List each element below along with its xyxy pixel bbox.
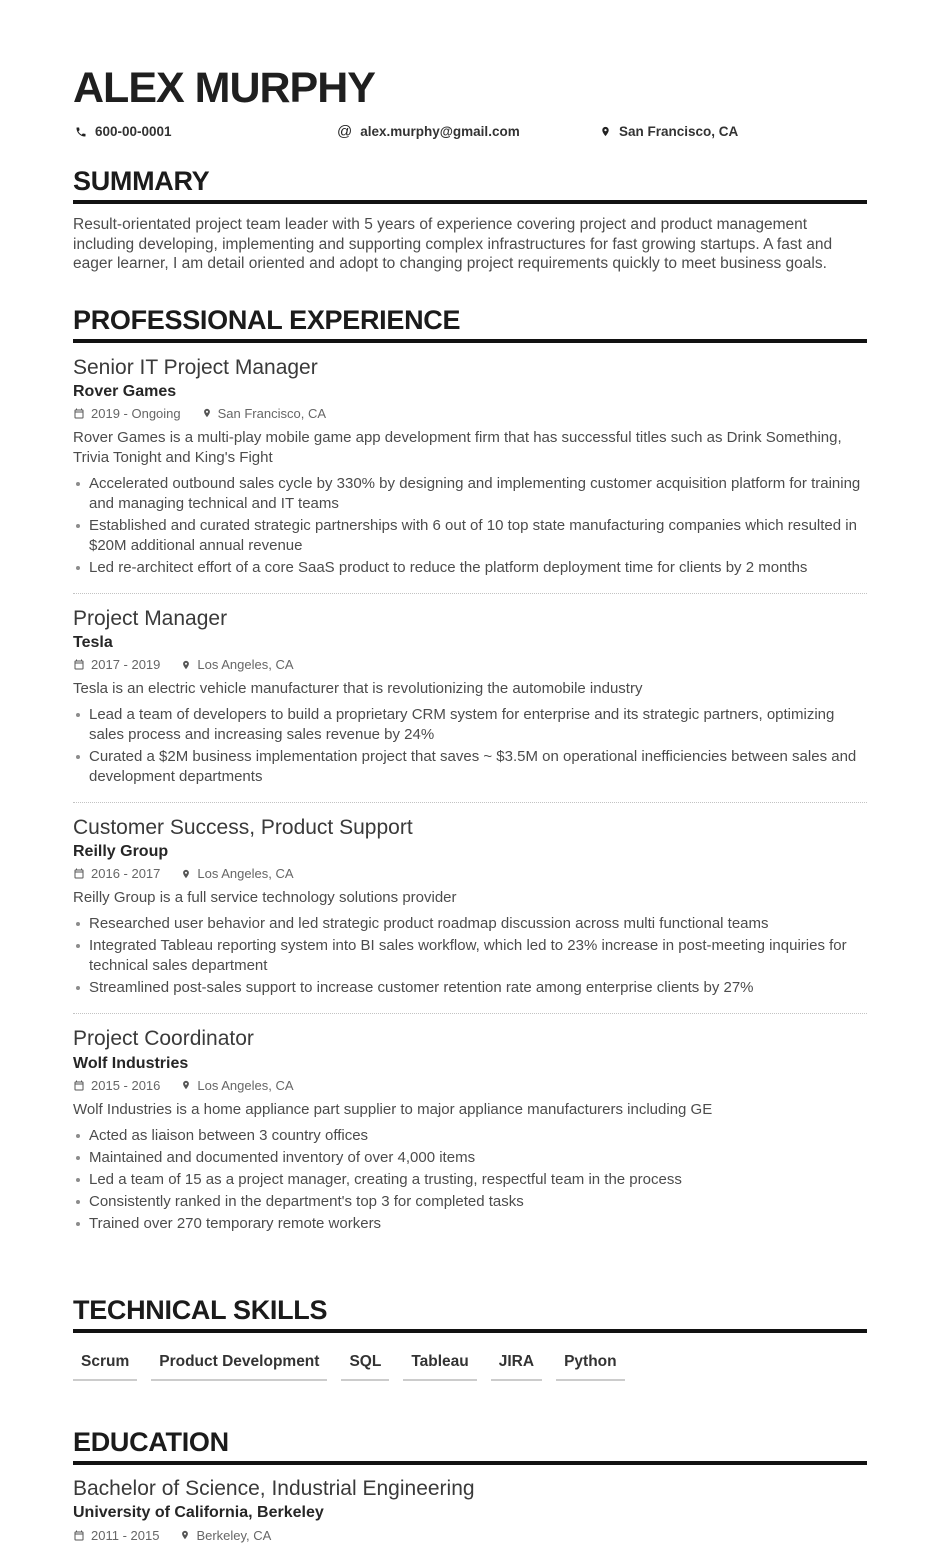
education-meta-row: [73, 1528, 867, 1543]
job-role: Senior IT Project Manager: [73, 355, 318, 379]
job-location: [181, 657, 293, 672]
job-bullet: Researched user behavior and led strategic product roadmap discussion across multi functional teams: [73, 914, 867, 934]
job-description: Wolf Industries is a home appliance part supplier to major appliance manufacturers including GE: [73, 1100, 713, 1118]
skill-item: Scrum: [73, 1351, 137, 1381]
education-location: [180, 1528, 271, 1543]
job-description: Reilly Group is a full service technology solutions provider: [73, 889, 457, 907]
job-meta-row: [73, 1078, 867, 1093]
location-icon: [202, 407, 212, 419]
job-list: [73, 343, 867, 1249]
calendar-icon: [73, 407, 85, 420]
job-bullet: Trained over 270 temporary remote workers: [73, 1214, 867, 1234]
job-dates: [73, 406, 181, 421]
location-icon: [181, 659, 191, 671]
job-entry: [73, 343, 867, 594]
skill-item: JIRA: [491, 1351, 542, 1381]
job-location-text: Los Angeles, CA: [197, 657, 294, 673]
email-address: alex.murphy@gmail.com: [360, 124, 520, 140]
summary-section: [73, 166, 867, 274]
skills-row: [73, 1351, 867, 1381]
job-bullet-list: [73, 474, 867, 578]
job-company: Rover Games: [73, 382, 177, 400]
job-bullet: Established and curated strategic partnerships with 6 out of 10 top state manufacturing companies which resulted in $20M additional annual revenue: [73, 516, 867, 556]
skill-item: Tableau: [403, 1351, 476, 1381]
job-bullet: Led a team of 15 as a project manager, creating a trusting, respectful team in the process: [73, 1170, 867, 1190]
education-dates: [73, 1528, 159, 1543]
job-bullet-list: [73, 914, 867, 998]
job-bullet: Integrated Tableau reporting system into BI sales workflow, which led to 23% increase in post-meeting inquiries for technical sales department: [73, 936, 867, 976]
skill-item: SQL: [341, 1351, 389, 1381]
job-dates: [73, 866, 160, 881]
experience-title: PROFESSIONAL EXPERIENCE: [73, 305, 867, 343]
skills-section: [73, 1295, 867, 1381]
education-dates-text: 2011 - 2015: [91, 1527, 160, 1543]
job-bullet-list: [73, 705, 867, 787]
calendar-icon: [73, 1529, 85, 1542]
job-bullet: Lead a team of developers to build a proprietary CRM system for enterprise and its strategic partners, optimizing sales process and increasing sales revenue by 24%: [73, 705, 867, 745]
contact-phone: [75, 124, 172, 139]
education-section: [73, 1427, 867, 1543]
job-meta-row: [73, 866, 867, 881]
phone-number: 600-00-0001: [95, 124, 172, 140]
job-location-text: Los Angeles, CA: [197, 1077, 294, 1093]
job-dates-text: 2019 - Ongoing: [91, 405, 181, 421]
job-bullet: Accelerated outbound sales cycle by 330% by designing and implementing customer acquisition platform for training and managing technical and IT teams: [73, 474, 867, 514]
job-entry: [73, 594, 867, 803]
calendar-icon: [73, 867, 85, 880]
job-role: Project Manager: [73, 606, 228, 630]
education-school: University of California, Berkeley: [73, 1503, 324, 1521]
job-location-text: San Francisco, CA: [217, 405, 326, 421]
location-text: San Francisco, CA: [619, 124, 739, 140]
contact-location: [600, 124, 738, 139]
phone-icon: [75, 126, 87, 138]
job-location-text: Los Angeles, CA: [197, 866, 294, 882]
job-dates-text: 2015 - 2016: [91, 1077, 161, 1093]
summary-text: Result-orientated project team leader with 5 years of experience covering project and product management including developing, implementing and supporting complex infrastructures for fast growing startups. A fast and eager learner, I am detail oriented and adopt to changing project requirements quickly to meet business goals.: [73, 216, 833, 273]
job-bullet-list: [73, 1126, 867, 1234]
calendar-icon: [73, 1079, 85, 1092]
skills-title: TECHNICAL SKILLS: [73, 1295, 867, 1333]
job-entry: [73, 803, 867, 1014]
skill-item: Product Development: [151, 1351, 327, 1381]
person-name: ALEX MURPHY: [73, 64, 375, 112]
job-role: Customer Success, Product Support: [73, 816, 413, 840]
job-company: Tesla: [73, 634, 113, 652]
experience-section: [73, 305, 867, 1249]
job-description: Tesla is an electric vehicle manufacturer that is revolutionizing the automobile industry: [73, 680, 643, 698]
summary-title: SUMMARY: [73, 166, 867, 204]
location-icon: [181, 868, 191, 880]
job-description: Rover Games is a multi-play mobile game app development firm that has successful titles such as Drink Something, Trivia Tonight and King's Fight: [73, 428, 842, 466]
education-location-text: Berkeley, CA: [196, 1527, 272, 1543]
location-icon: [180, 1529, 190, 1541]
job-bullet: Curated a $2M business implementation project that saves ~ $3.5M on operational inefficiencies between sales and development departments: [73, 747, 867, 787]
contact-email: [337, 124, 520, 139]
job-dates-text: 2016 - 2017: [91, 866, 161, 882]
job-bullet: Maintained and documented inventory of over 4,000 items: [73, 1148, 867, 1168]
location-icon: [181, 1079, 191, 1091]
job-dates-text: 2017 - 2019: [91, 657, 161, 673]
job-entry: [73, 1014, 867, 1248]
job-location: [181, 1078, 293, 1093]
job-bullet: Acted as liaison between 3 country offices: [73, 1126, 867, 1146]
skill-item: Python: [556, 1351, 625, 1381]
job-dates: [73, 657, 160, 672]
job-role: Project Coordinator: [73, 1027, 254, 1051]
education-degree: Bachelor of Science, Industrial Engineering: [73, 1476, 475, 1500]
job-meta-row: [73, 406, 867, 421]
education-title: EDUCATION: [73, 1427, 867, 1465]
job-dates: [73, 1078, 160, 1093]
job-bullet: Consistently ranked in the department's top 3 for completed tasks: [73, 1192, 867, 1212]
at-icon: @: [337, 123, 353, 141]
job-company: Wolf Industries: [73, 1054, 189, 1072]
job-company: Reilly Group: [73, 843, 169, 861]
calendar-icon: [73, 658, 85, 671]
job-bullet: Led re-architect effort of a core SaaS product to reduce the platform deployment time for clients by 2 months: [73, 558, 867, 578]
job-meta-row: [73, 657, 867, 672]
job-bullet: Streamlined post-sales support to increase customer retention rate among enterprise clients by 27%: [73, 978, 867, 998]
contact-row: [73, 124, 867, 144]
job-location: [181, 866, 293, 881]
job-location: [202, 406, 326, 421]
location-icon: [600, 125, 611, 138]
